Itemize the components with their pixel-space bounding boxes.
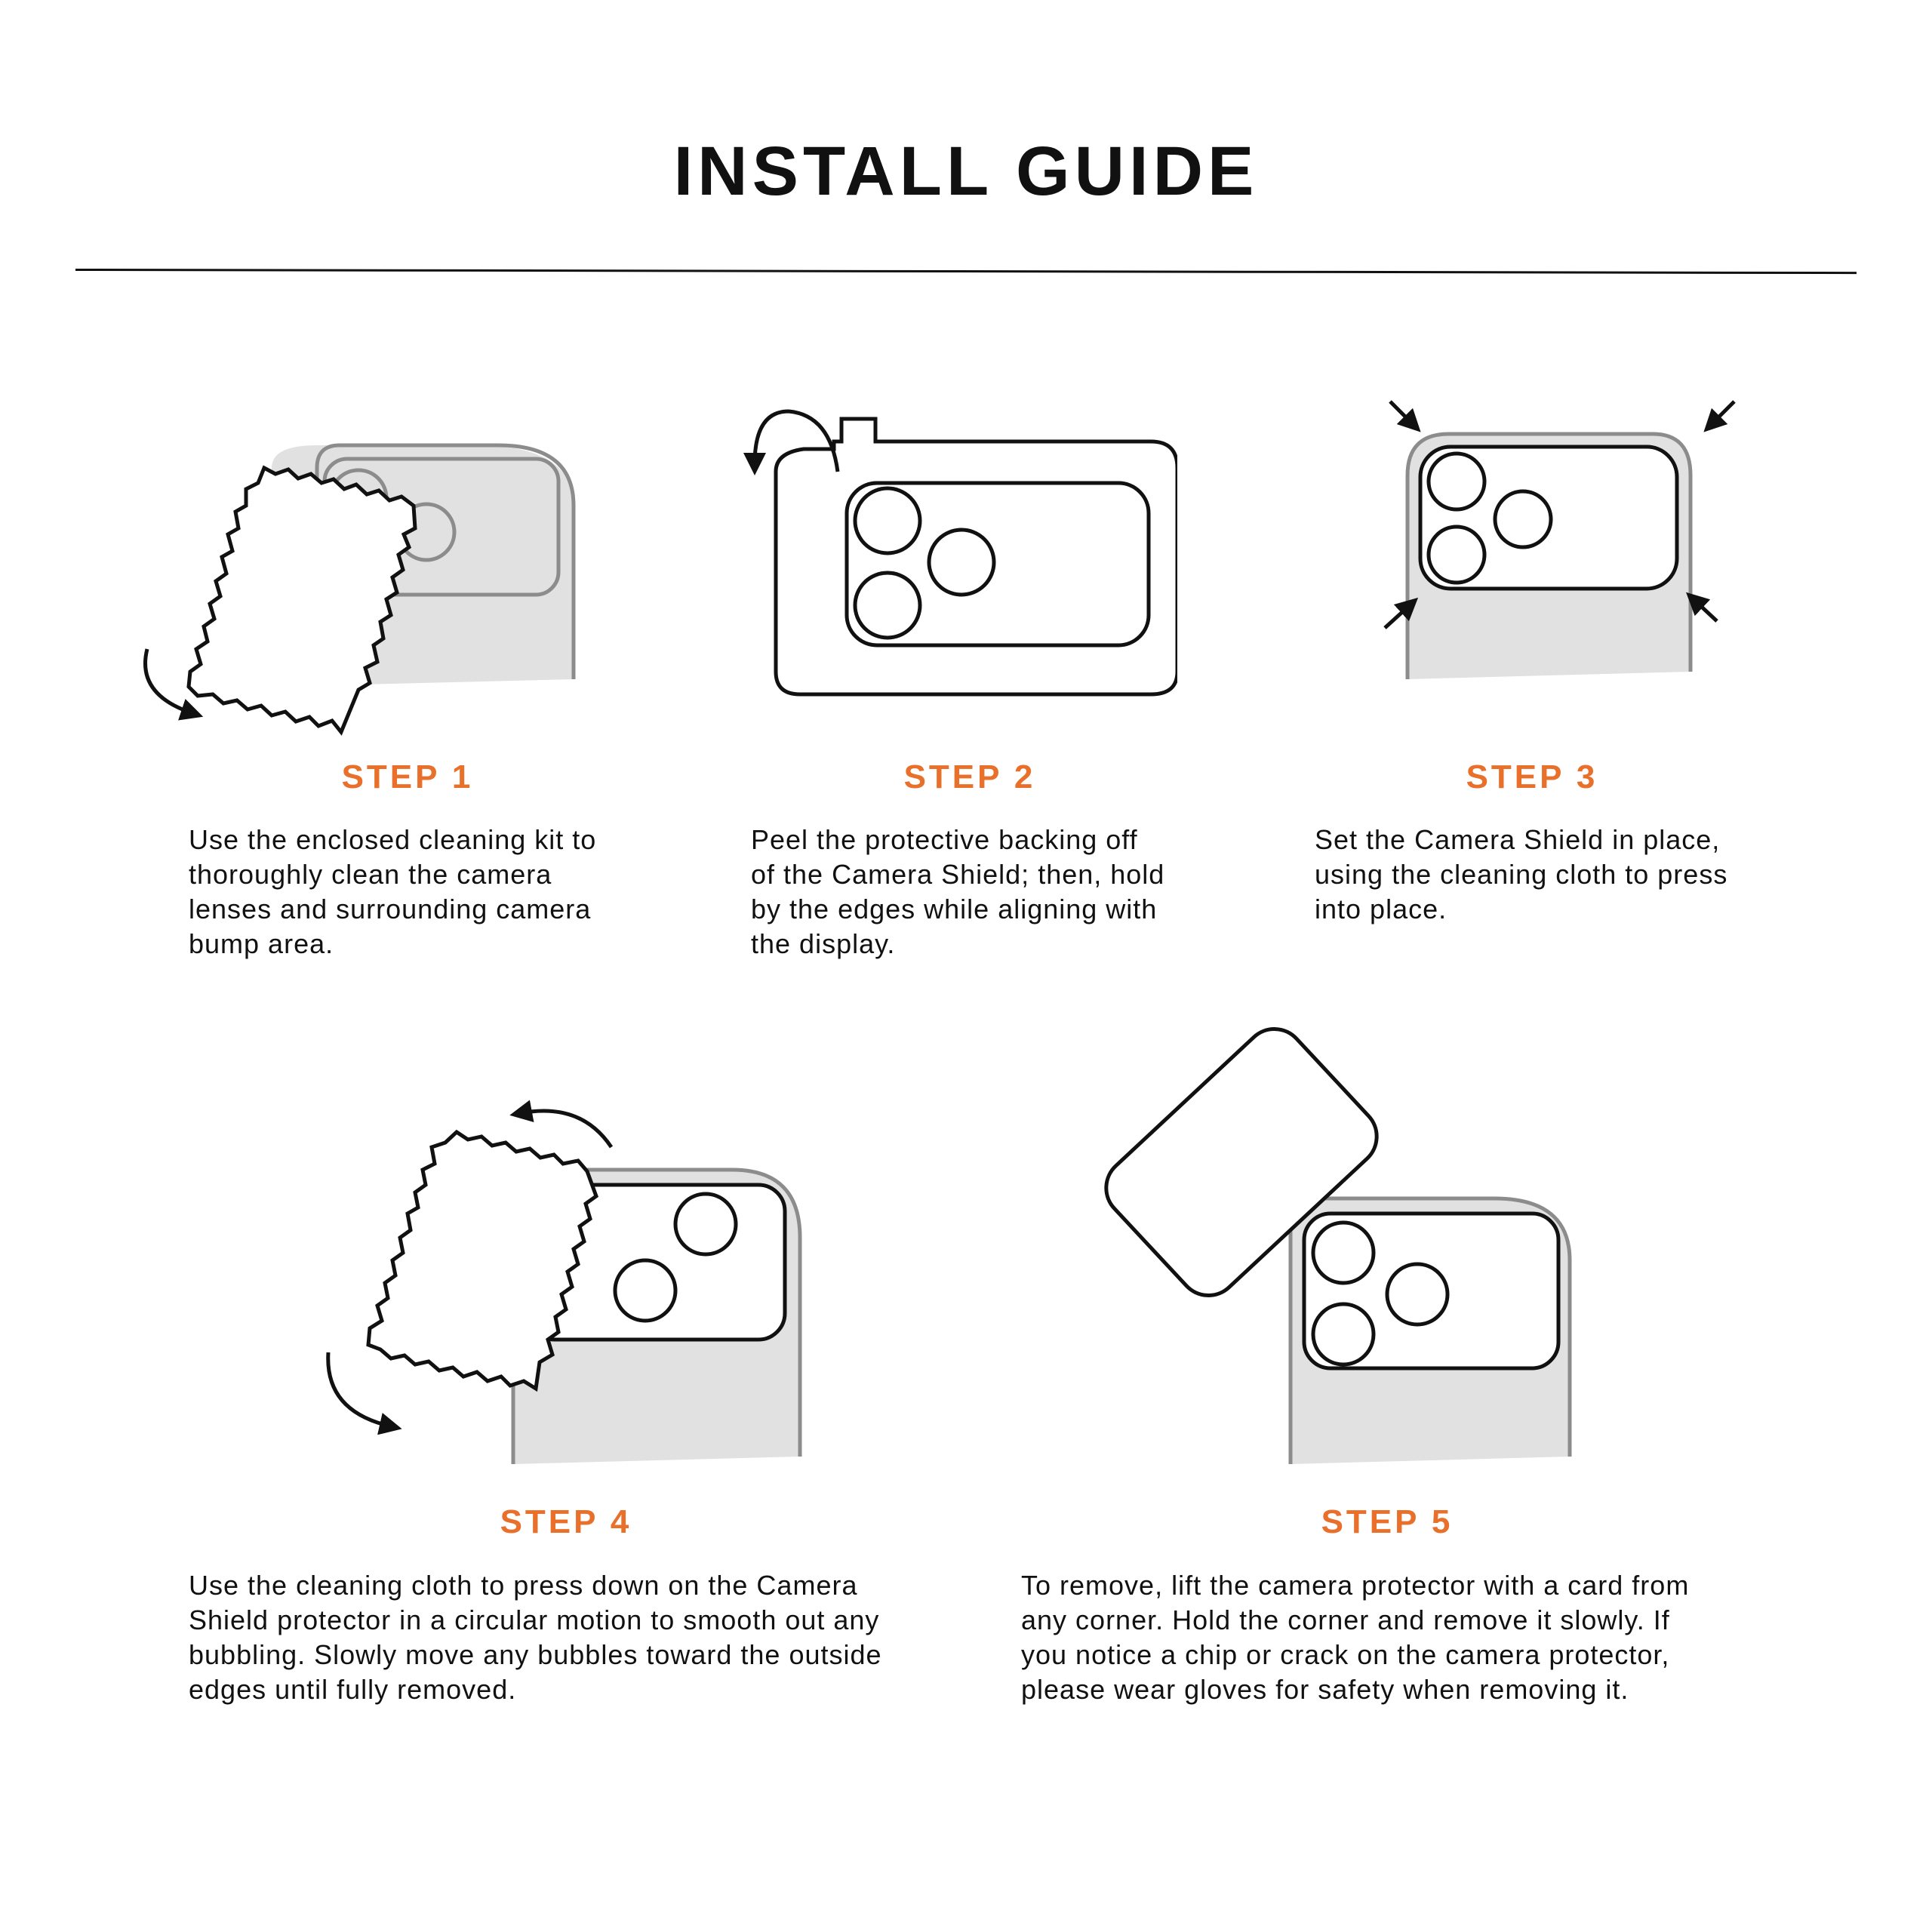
step5-illustration xyxy=(1094,996,1592,1479)
step-2-text: Peel the protective backing off of the Camera Shield; then, hold by the edges while aligning with the display. xyxy=(751,824,1165,959)
circular-arrow-icon xyxy=(146,649,193,713)
step-1-text: Use the enclosed cleaning kit to thoroughly clean the camera lenses and surrounding camera bump area. xyxy=(189,824,597,959)
page-title: INSTALL GUIDE xyxy=(673,133,1259,210)
step-3-label: STEP 3 xyxy=(1466,758,1598,795)
step4-illustration xyxy=(309,1079,823,1472)
cleaning-cloth-icon xyxy=(189,468,415,732)
step-4-label: STEP 4 xyxy=(500,1503,632,1540)
step3-illustration xyxy=(1374,392,1751,694)
press-arrow-icon xyxy=(1390,401,1413,424)
title-divider xyxy=(75,269,1857,274)
step-1-label: STEP 1 xyxy=(341,758,474,795)
step-4-text: Use the cleaning cloth to press down on the Camera Shield protector in a circular motion to smooth out any bubbling. Slowly move any bubbles toward the outside edges until fully removed. xyxy=(189,1570,882,1705)
step2-illustration xyxy=(724,400,1177,702)
step-3-text: Set the Camera Shield in place, using the cleaning cloth to press into place. xyxy=(1315,824,1728,924)
phone-corner-icon xyxy=(1407,434,1690,679)
phone-corner-icon xyxy=(1291,1198,1570,1464)
step-5-label: STEP 5 xyxy=(1321,1503,1454,1540)
press-arrow-icon xyxy=(1694,600,1717,621)
step1-illustration xyxy=(121,423,604,755)
press-arrow-icon xyxy=(1712,401,1734,424)
circular-arrow-icon xyxy=(328,1352,391,1426)
circular-arrow-icon xyxy=(521,1111,611,1147)
step-2-label: STEP 2 xyxy=(903,758,1036,795)
step-5-text: To remove, lift the camera protector with a card from any corner. Hold the corner and remove it slowly. If you notice a chip or crack on the camera protector, please wear gloves for safety when removing it. xyxy=(1021,1570,1690,1705)
